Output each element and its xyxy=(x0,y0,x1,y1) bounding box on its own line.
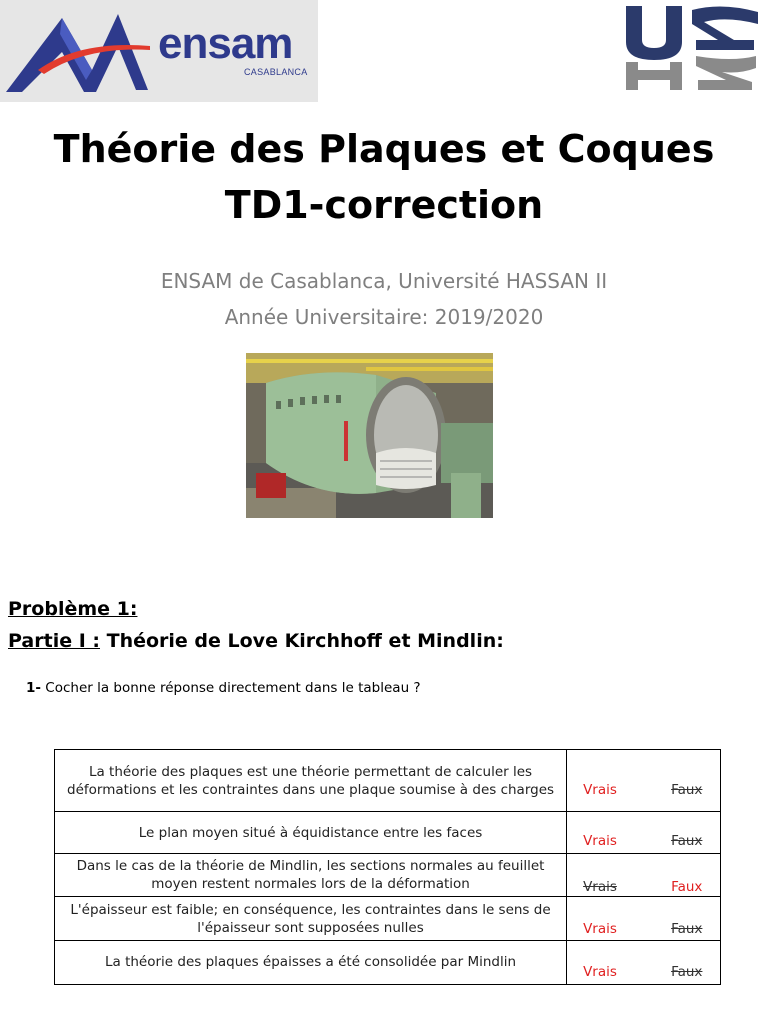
faux-option[interactable]: Faux xyxy=(671,921,703,937)
table-row xyxy=(55,897,721,941)
answer-cell xyxy=(567,941,721,985)
part-label: Partie I : xyxy=(8,630,100,652)
part-heading xyxy=(8,628,504,654)
true-false-table xyxy=(54,749,721,985)
answer-cell xyxy=(567,812,721,854)
table-row xyxy=(55,941,721,985)
answer-cell xyxy=(567,897,721,941)
academic-year-line: Année Universitaire: 2019/2020 xyxy=(224,305,544,329)
faux-option[interactable]: Faux xyxy=(671,964,703,980)
statement-cell: La théorie des plaques épaisses a été consolidée par Mindlin xyxy=(55,941,567,985)
answer-cell xyxy=(567,750,721,812)
table-row xyxy=(55,854,721,897)
vrai-option[interactable]: Vrais xyxy=(583,782,617,798)
vrai-option[interactable]: Vrais xyxy=(583,964,617,980)
fuselage-photo xyxy=(246,353,493,518)
table-row xyxy=(55,812,721,854)
statement-cell: La théorie des plaques est une théorie permettant de calculer les déformations et les contraintes dans une plaque soumise à des charges xyxy=(55,750,567,812)
ensam-city-text: CASABLANCA xyxy=(244,67,308,77)
table-row xyxy=(55,750,721,812)
faux-option[interactable]: Faux xyxy=(671,833,703,849)
statement-cell: Le plan moyen situé à équidistance entre les faces xyxy=(55,812,567,854)
vrai-option[interactable]: Vrais xyxy=(583,921,617,937)
vrai-option[interactable]: Vrais xyxy=(583,879,617,895)
page-title: Théorie des Plaques et Coques xyxy=(53,127,715,171)
faux-option[interactable]: Faux xyxy=(671,782,703,798)
answer-cell xyxy=(567,854,721,897)
page-subtitle-title: TD1-correction xyxy=(224,183,544,227)
question-number: 1- xyxy=(26,680,41,696)
ensam-brand-text: ensam xyxy=(158,19,293,68)
part-title: Théorie de Love Kirchhoff et Mindlin: xyxy=(100,630,504,652)
problem-title: Problème 1: xyxy=(8,598,138,620)
faux-option[interactable]: Faux xyxy=(671,879,703,895)
statement-cell: Dans le cas de la théorie de Mindlin, les sections normales au feuillet moyen restent normales lors de la déformation xyxy=(55,854,567,897)
institution-line: ENSAM de Casablanca, Université HASSAN II xyxy=(160,269,608,293)
question-text: Cocher la bonne réponse directement dans le tableau ? xyxy=(41,680,421,696)
vrai-option[interactable]: Vrais xyxy=(583,833,617,849)
ensam-logo xyxy=(0,0,318,102)
uh2-logo-icon xyxy=(622,4,764,90)
question-1 xyxy=(26,678,421,698)
statement-cell: L'épaisseur est faible; en conséquence, les contraintes dans le sens de l'épaisseur sont supposées nulles xyxy=(55,897,567,941)
